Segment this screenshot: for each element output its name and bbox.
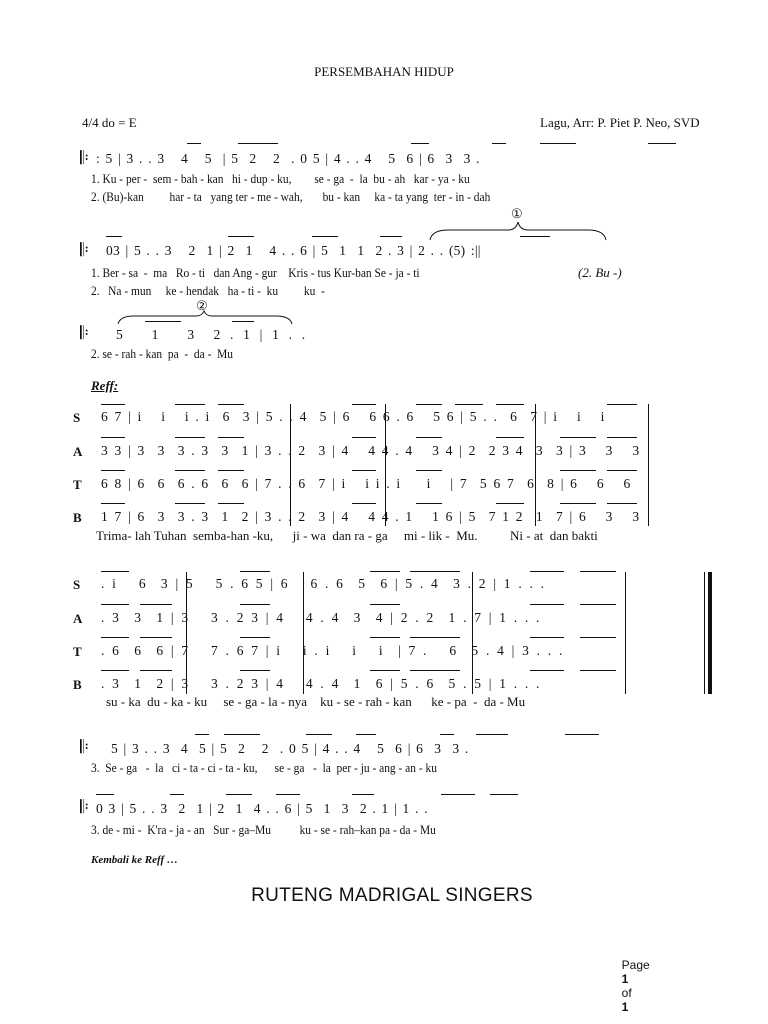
reff1-alto-notes: 3 3 | 3 3 3 . 3 3 1 | 3 . . 2 3 | 4 4 4 . 4 3 4 | 2 2 3 4 3 3 | 3 3 3 — [101, 443, 640, 458]
beam — [580, 670, 616, 671]
beam — [580, 571, 616, 572]
reff2-alto-notes: . 3 3 1 | 3 3 . 2 3 | 4 4 . 4 3 4 | 2 . 2 1 . 7 | 1 . . . — [101, 610, 540, 625]
beam — [560, 437, 596, 438]
beam — [218, 404, 244, 405]
voice-label-alto: A — [73, 611, 83, 626]
beam — [496, 404, 524, 405]
voice-label-bass: B — [73, 677, 82, 692]
beam — [410, 637, 460, 638]
verse-line2-lyric2: 2. Na - mun ke - hendak ha - ti - ku ku - — [91, 283, 325, 298]
beam — [170, 794, 184, 795]
reff-label: Reff: — [91, 378, 119, 393]
reff1-lyric: Trima- lah Tuhan semba-han -ku, ji - wa dan ra - ga mi - lik - Mu. Ni - at dan bakti — [96, 528, 598, 543]
beam — [218, 503, 244, 504]
page-number: 1 — [621, 972, 629, 986]
circled-two-marker: ② — [196, 298, 208, 313]
system-brace-icon: 𝄆 — [80, 323, 89, 343]
reff1-soprano-notes: 6 7 | i i i . i 6 3 | 5 . . 4 5 | 6 6 6 . 6 5 6 | 5 . . 6 7 | i i i — [101, 409, 605, 424]
beam — [106, 236, 122, 237]
beam — [195, 734, 209, 735]
beam — [175, 503, 205, 504]
beam — [370, 571, 400, 572]
beam — [410, 571, 460, 572]
beam — [101, 571, 129, 572]
beam — [101, 637, 129, 638]
verse-line1-lyric2: 2. (Bu)-kan har - ta yang ter - me - wah, bu - kan ka - ta yang ter - in - dah — [91, 189, 491, 204]
beam — [240, 571, 270, 572]
slur-bracket — [116, 310, 296, 326]
of-label: of — [621, 986, 632, 1000]
beam — [476, 734, 508, 735]
page-label: Page — [621, 958, 650, 972]
barline — [648, 404, 649, 526]
barline — [535, 404, 536, 526]
beam — [224, 734, 260, 735]
voice-label-alto: A — [73, 444, 83, 459]
beam — [455, 404, 483, 405]
beam — [238, 143, 278, 144]
beam — [530, 604, 564, 605]
reff1-bass-notes: 1 7 | 6 3 3 . 3 1 2 | 3 . . 2 3 | 4 4 4 . 1 1 6 | 5 7 1 2 1 7 | 6 3 3 — [101, 509, 640, 524]
verse-line1-notes: : 5 | 3 . . 3 4 5 | 5 2 2 . 0 5 | 4 . . 4 5 6 | 6 3 3 . — [96, 151, 480, 166]
beam — [410, 670, 460, 671]
beam — [580, 604, 616, 605]
beam — [607, 404, 637, 405]
beam — [175, 404, 205, 405]
voice-label-soprano: S — [73, 577, 81, 592]
beam — [140, 604, 172, 605]
verse-line3-notes: 5 1 3 2 . 1 | 1 . . — [116, 327, 306, 342]
system-brace-icon: 𝄆 — [80, 797, 89, 817]
circled-one-marker: ① — [511, 206, 523, 221]
verse3-line1-lyric: 3. Se - ga - la ci - ta - ci - ta - ku, se - ga - la per - ju - ang - an - ku — [91, 760, 437, 775]
beam — [312, 236, 338, 237]
system-brace-icon: 𝄆 — [80, 148, 89, 168]
verse3-line2-lyric: 3. de - mi - K'ra - ja - an Sur - ga–Mu ku - se - rah–kan pa - da - Mu — [91, 822, 436, 837]
beam — [496, 437, 524, 438]
composer-credit: Lagu, Arr: P. Piet P. Neo, SVD — [540, 115, 700, 130]
slur-bracket — [428, 220, 608, 242]
beam — [145, 321, 181, 322]
beam — [530, 670, 564, 671]
beam — [140, 637, 172, 638]
choir-name: RUTENG MADRIGAL SINGERS — [251, 885, 533, 906]
beam — [352, 470, 376, 471]
beam — [276, 794, 300, 795]
beam — [175, 470, 205, 471]
barline — [385, 404, 386, 526]
beam — [101, 437, 125, 438]
reff2-bass-notes: . 3 1 2 | 3 3 . 2 3 | 4 4 . 4 1 6 | 5 . 6 5 . 5 | 1 . . . — [101, 676, 540, 691]
verse-line2-notes: 03 | 5 . . 3 2 1 | 2 1 4 . . 6 | 5 1 1 2 . 3 | 2 . . (5) :|| — [106, 243, 481, 258]
verse-line2-lyric1: 1. Ber - sa - ma Ro - ti dan Ang - gur Kris - tus Kur-ban Se - ja - ti — [91, 265, 420, 280]
verse-line2-repeat-note: (2. Bu -) — [578, 265, 622, 280]
beam — [240, 670, 270, 671]
voice-label-bass: B — [73, 510, 82, 525]
voice-label-tenor: T — [73, 644, 82, 659]
beam — [416, 470, 442, 471]
beam — [490, 794, 518, 795]
reff2-tenor-notes: . 6 6 6 | 7 7 . 6 7 | i i . i i i | 7 . 6 5 . 4 | 3 . . . — [101, 643, 563, 658]
system-brace-icon: 𝄆 — [80, 240, 89, 260]
beam — [140, 670, 172, 671]
beam — [240, 637, 270, 638]
verse-line3-lyric: 2. se - rah - kan pa - da - Mu — [91, 346, 234, 361]
verse3-line1-notes: 5 | 3 . . 3 4 5 | 5 2 2 . 0 5 | 4 . . 4 5 6 | 6 3 3 . — [111, 741, 469, 756]
beam — [226, 794, 252, 795]
beam — [520, 236, 550, 237]
return-instruction: Kembali ke Reff … — [91, 854, 178, 866]
barline — [186, 572, 187, 694]
beam — [352, 794, 374, 795]
beam — [370, 670, 400, 671]
beam — [306, 734, 332, 735]
beam — [101, 604, 129, 605]
voice-label-soprano: S — [73, 410, 81, 425]
beam — [580, 637, 616, 638]
barline — [625, 572, 626, 694]
beam — [187, 143, 201, 144]
final-barline-thin — [704, 572, 705, 694]
page-footer — [615, 944, 650, 1014]
final-barline-thick — [708, 572, 712, 694]
beam — [356, 734, 376, 735]
beam — [607, 503, 637, 504]
beam — [101, 670, 129, 671]
beam — [96, 794, 114, 795]
beam — [101, 470, 125, 471]
beam — [416, 404, 442, 405]
reff2-soprano-notes: . i 6 3 | 5 5 . 6 5 | 6 6 . 6 5 6 | 5 . 4 3 . 2 | 1 . . . — [101, 576, 545, 591]
key-signature: 4/4 do = E — [82, 115, 137, 130]
beam — [370, 637, 400, 638]
system-brace-icon: 𝄆 — [80, 737, 89, 757]
beam — [228, 236, 254, 237]
beam — [440, 734, 454, 735]
beam — [370, 604, 400, 605]
beam — [352, 437, 376, 438]
beam — [441, 794, 475, 795]
barline — [290, 404, 291, 526]
beam — [560, 503, 596, 504]
page-title: PERSEMBAHAN HIDUP — [314, 64, 454, 79]
beam — [607, 437, 637, 438]
beam — [540, 143, 576, 144]
beam — [218, 470, 244, 471]
beam — [352, 404, 376, 405]
beam — [560, 470, 596, 471]
reff2-lyric: su - ka du - ka - ku se - ga - la - nya ku - se - rah - kan ke - pa - da - Mu — [106, 694, 526, 709]
beam — [101, 503, 125, 504]
barline — [472, 572, 473, 694]
beam — [352, 503, 376, 504]
beam — [496, 503, 524, 504]
beam — [175, 437, 205, 438]
verse-line1-lyric1: 1. Ku - per - sem - bah - kan hi - dup - ku, se - ga - la bu - ah kar - ya - ku — [91, 171, 470, 186]
beam — [240, 604, 270, 605]
beam — [530, 571, 564, 572]
verse3-line2-notes: 0 3 | 5 . . 3 2 1 | 2 1 4 . . 6 | 5 1 3 2 . 1 | 1 . . — [96, 801, 428, 816]
beam — [380, 236, 402, 237]
reff1-tenor-notes: 6 8 | 6 6 6 . 6 6 6 | 7 . . 6 7 | i i i . i i | 7 5 6 7 6 8 | 6 6 6 — [101, 476, 631, 491]
voice-label-tenor: T — [73, 477, 82, 492]
beam — [492, 143, 506, 144]
barline — [303, 572, 304, 694]
beam — [565, 734, 599, 735]
beam — [232, 321, 254, 322]
beam — [416, 503, 442, 504]
page-total: 1 — [621, 1000, 629, 1014]
beam — [411, 143, 429, 144]
beam — [218, 437, 244, 438]
beam — [101, 404, 125, 405]
beam — [607, 470, 637, 471]
beam — [648, 143, 676, 144]
beam — [416, 437, 442, 438]
beam — [530, 637, 564, 638]
